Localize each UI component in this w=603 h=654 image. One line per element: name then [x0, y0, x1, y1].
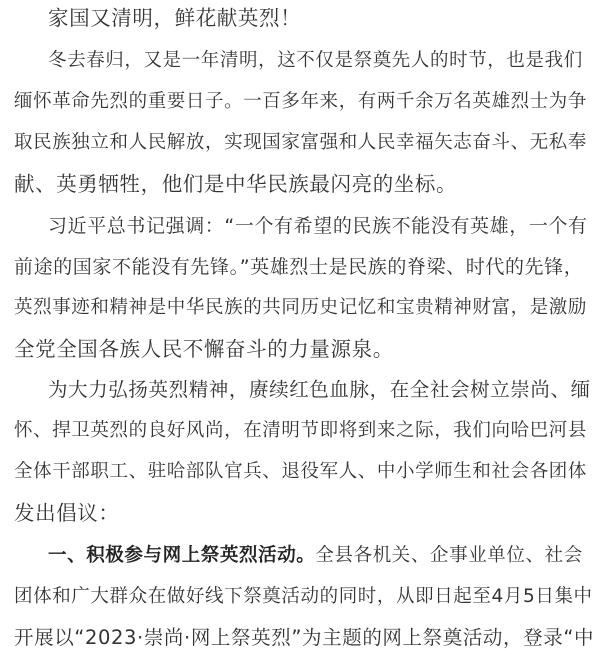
paragraph-2-line-1: 习近平总书记强调：“一个有希望的民族不能没有英雄，一个有 [48, 215, 588, 237]
paragraph-3-line-3: 全体干部职工、驻哈部队官兵、退役军人、中小学师生和社会各团体 [14, 461, 588, 482]
paragraph-3-line-4: 发出倡议： [14, 501, 120, 525]
paragraph-2-line-3: 英烈事迹和精神是中华民族的共同历史记忆和宝贵精神财富，是激励 [14, 297, 588, 318]
paragraph-1-line-4: 献、英勇牺牲，他们是中华民族最闪亮的坐标。 [14, 172, 458, 196]
paragraph-4-line-3: 开展以“2023·崇尚·网上祭英烈”为主题的网上祭奠活动，登录“中 [14, 626, 595, 649]
paragraph-3-line-1: 为大力弘扬英烈精神，赓续红色血脉，在全社会树立崇尚、缅 [48, 378, 591, 401]
paragraph-1-line-1: 冬去春归，又是一年清明，这不仅是祭奠先人的时节，也是我们 [48, 50, 583, 71]
paragraph-4-line-2: 团体和广大群众在做好线下祭奠活动的同时，从即日起至4月5日集中 [14, 586, 593, 607]
greeting-line: 家国又清明，鲜花献英烈！ [48, 6, 302, 30]
paragraph-1-line-2: 缅怀革命先烈的重要日子。一百多年来，有两千余万名英雄烈士为争 [14, 91, 588, 112]
paragraph-4-line-1 [48, 540, 583, 572]
paragraph-1-line-3: 取民族独立和人民解放，实现国家富强和人民幸福矢志奋斗、无私奉 [14, 132, 588, 153]
paragraph-3-line-2: 怀、捍卫英烈的良好风尚，在清明节即将到来之际，我们向哈巴河县 [14, 420, 588, 441]
section-heading: 一、积极参与网上祭英烈活动。 [48, 545, 316, 566]
paragraph-4-line-1-rest: 全县各机关、企事业单位、社会 [315, 545, 583, 566]
paragraph-2-line-2: 前途的国家不能没有先锋。”英雄烈士是民族的脊梁、时代的先锋， [14, 256, 584, 278]
paragraph-2-line-4: 全党全国各族人民不懈奋斗的力量源泉。 [14, 337, 394, 361]
